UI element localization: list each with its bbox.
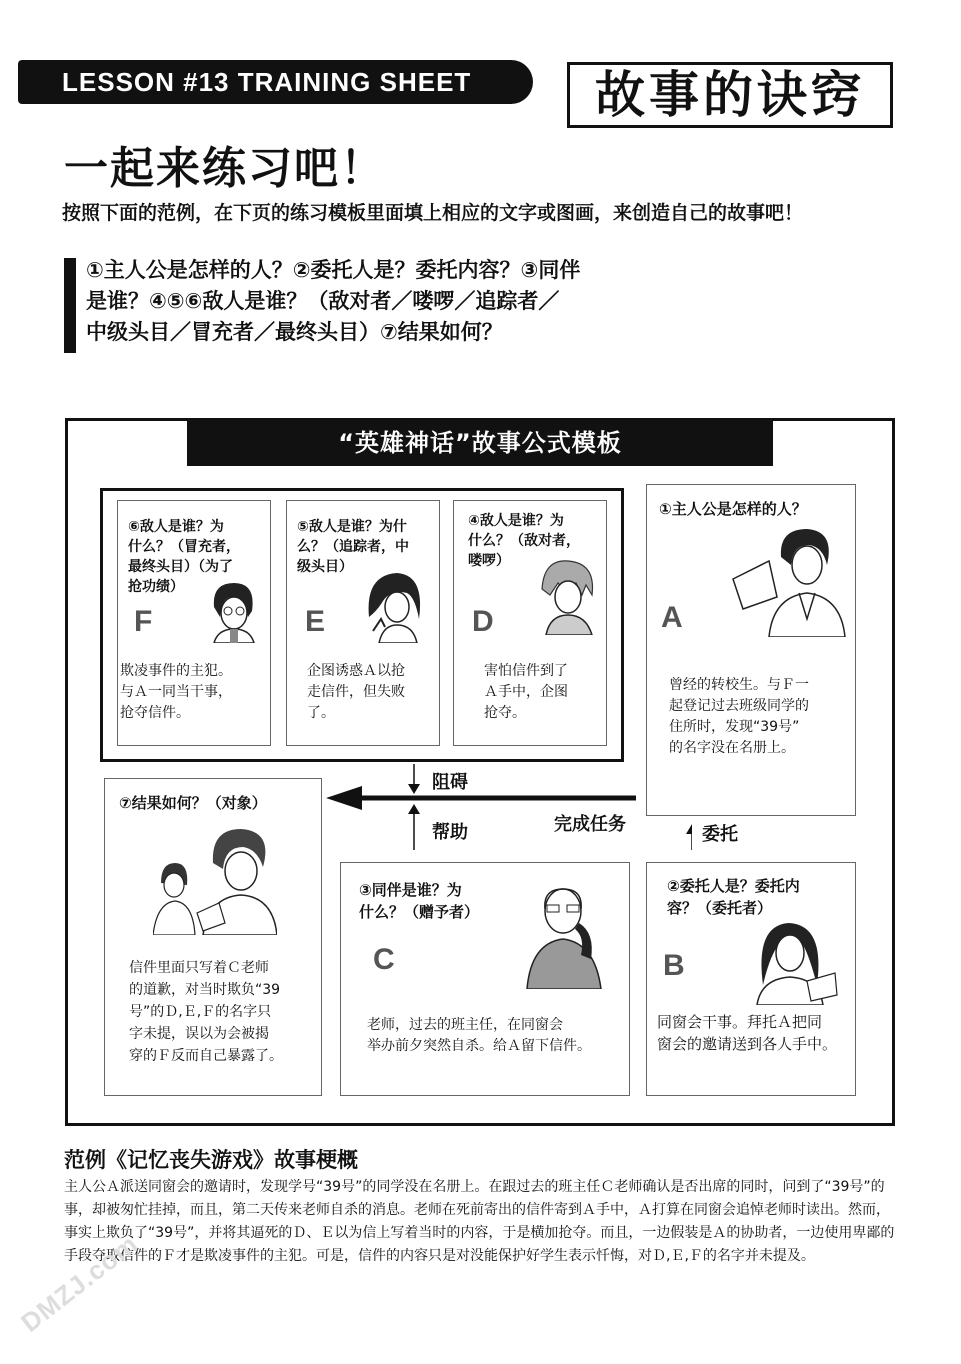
synopsis-body: 主人公Ａ派送同窗会的邀请时，发现学号“39号”的同学没在名册上。在跟过去的班主任Ｃ老师确认是否出席的同时，问到了“39号”的事，却被匆忙挂掉，而且，第二天传来老师自杀的消息。老师在死前寄出的信件寄到Ａ手中，Ａ打算在同窗会追悼老师时读出。然而，事实上欺负了“39号”，并将其逼死的Ｄ、Ｅ以为信上写着当时的内容，于是横加抢夺。而且，一边假装是Ａ的协助者，一边使用卑鄙的手段夺取信件的Ｆ才是欺凌事件的主犯。可是，信件的内容只是对没能保护好学生表示忏悔，对Ｄ,Ｅ,Ｆ的名字并未提及。: [64, 1179, 895, 1264]
card-letter: B: [663, 949, 685, 982]
card-letter: C: [373, 943, 395, 976]
card-question: ②委托人是？委托内 容？（委托者）: [667, 877, 800, 917]
character-result-illustration: [153, 823, 277, 935]
lesson-label: LESSON #13 TRAINING SHEET: [62, 67, 472, 97]
character-a-illustration: [729, 521, 847, 637]
card-question: ①主人公是怎样的人？: [659, 500, 807, 518]
page-title: 一起来练习吧！: [64, 143, 386, 194]
card-c: [340, 862, 630, 1096]
synopsis-title: 范例《记忆丧失游戏》故事梗概: [64, 1148, 358, 1172]
question-line: 是谁？④⑤⑥敌人是谁？（敌对者／喽啰／追踪者／: [86, 289, 560, 313]
card-letter: D: [472, 605, 494, 638]
card-description: 同窗会干事。拜托Ａ把同 窗会的邀请送到各人手中。: [657, 1013, 838, 1053]
card-result: [104, 778, 322, 1096]
question-list: [86, 255, 686, 348]
character-c-illustration: [525, 879, 603, 989]
card-question: ⑤敌人是谁？为什 么？（追踪者，中 级头目）: [297, 519, 409, 575]
card-letter: E: [305, 605, 326, 638]
card-description: 企图诱惑Ａ以抢 走信件，但失败 了。: [307, 663, 405, 721]
card-d: [453, 500, 607, 746]
story-title-box: [567, 62, 893, 128]
question-line: 中级头目／冒充者／最终头目）⑦结果如何？: [86, 320, 503, 344]
card-question: ③同伴是谁？为 什么？（赠予者）: [359, 881, 480, 921]
card-question: ⑥敌人是谁？为 什么？（冒充者， 最终头目）（为了 抢功绩）: [128, 519, 240, 595]
card-letter: F: [134, 605, 153, 638]
card-b: [646, 862, 856, 1096]
card-description: 害怕信件到了 Ａ手中，企图 抢夺。: [484, 663, 568, 721]
question-line: ①主人公是怎样的人？②委托人是？委托内容？③同伴: [86, 258, 581, 282]
card-description: 信件里面只写着Ｃ老师 的道歉，对当时欺负“39 号”的Ｄ,Ｅ,Ｆ的名字只 字未提，误以为会被揭 穿的Ｆ反而自己暴露了。: [129, 960, 283, 1064]
card-letter: A: [661, 601, 683, 634]
card-e: [286, 500, 440, 746]
label-commission: 委托: [702, 824, 738, 845]
character-b-illustration: [747, 915, 839, 1005]
label-help: 帮助: [432, 822, 468, 843]
card-f: [117, 500, 271, 746]
intro-text: 按照下面的范例，在下页的练习模板里面填上相应的文字或图画，来创造自己的故事吧！: [62, 202, 804, 224]
card-question: ⑦结果如何？（对象）: [119, 794, 267, 812]
label-hinder: 阻碍: [432, 772, 468, 793]
character-d-illustration: [536, 555, 598, 635]
story-title: 故事的诀窍: [595, 66, 865, 124]
character-e-illustration: [361, 567, 427, 643]
card-question: ④敌人是谁？为 什么？（敌对者， 喽啰）: [468, 513, 580, 569]
lesson-banner: [18, 60, 533, 104]
card-description: 曾经的转校生。与Ｆ一 起登记过去班级同学的 住所时，发现“39号” 的名字没在名册上。: [669, 677, 809, 756]
character-f-illustration: [204, 577, 260, 643]
card-description: 欺凌事件的主犯。 与Ａ一同当干事， 抢夺信件。: [120, 663, 232, 721]
question-bar: [64, 258, 76, 353]
flow-arrows: [322, 762, 692, 852]
card-description: 老师，过去的班主任，在同窗会 举办前夕突然自杀。给Ａ留下信件。: [367, 1017, 591, 1054]
template-title: “英雄神话”故事公式模板: [187, 420, 773, 466]
watermark: DMZJ.com: [15, 1228, 144, 1338]
label-complete: 完成任务: [554, 814, 626, 835]
